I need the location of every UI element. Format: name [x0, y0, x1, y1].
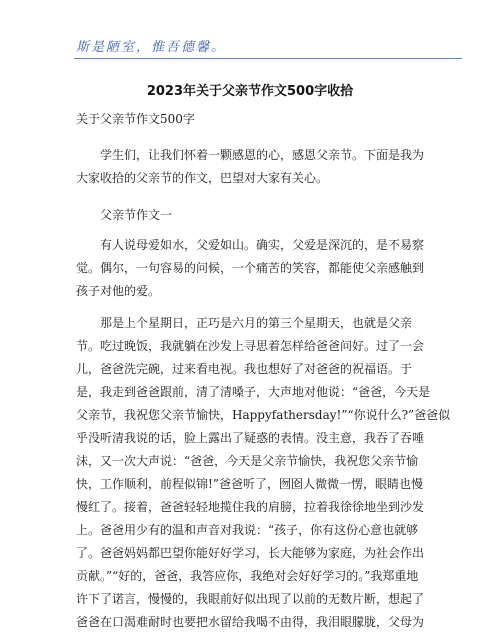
header-motto: 斯是陋室，惟吾德馨。: [76, 40, 227, 55]
paragraph-line: 爸爸在口渴难耐时也要把水留给我喝不由得，我泪眼朦胧，父母为: [76, 615, 425, 629]
paragraph-line: 节。吃过晚饭，我就躺在沙发上寻思着怎样给爸爸问好。过了一会: [76, 339, 425, 353]
paragraph-line: 那是上个星期日，正巧是六月的第三个星期天，也就是父亲: [100, 316, 413, 330]
paragraph-line: 有人说母爱如水，父爱如山。确实，父爱是深沉的，是不易察: [100, 238, 425, 252]
intro-line: 学生们，让我们怀着一颗感恩的心，感恩父亲节。下面是我为: [100, 148, 425, 162]
paragraph-line: 沫，又一次大声说：“爸爸，今天是父亲节愉快，我祝您父亲节愉: [76, 454, 419, 468]
paragraph-line: 快，工作顺利，前程似锦!”爸爸听了，囫囵人微微一愣，眼睛也慢: [76, 477, 423, 491]
paragraph-2: [76, 312, 451, 634]
paragraph-line: 慢红了。接着，爸爸轻轻地揽住我的肩膀，拉着我徐徐地坐到沙发: [76, 500, 425, 514]
header-divider: [74, 58, 462, 59]
paragraph-line: 贡献。”“好的，爸爸，我答应你，我绝对会好好学习的。”我郑重地: [76, 569, 419, 583]
section-heading: 父亲节作文一: [100, 208, 173, 222]
intro-paragraph: [76, 144, 428, 190]
paragraph-line: 儿，爸爸洗完碗，过来看电视。我也想好了对爸爸的祝福语。于: [76, 362, 413, 376]
paragraph-1: [76, 234, 428, 303]
paragraph-line: 孩子对他的爱。: [76, 284, 161, 298]
paragraph-line: 觉。偶尔，一句容易的问候，一个痛苦的笑容，都能使父亲感触到: [76, 261, 425, 275]
paragraph-line: 了。爸爸妈妈都巴望你能好好学习，长大能够为家庭，为社会作出: [76, 546, 425, 560]
document-title: 2023年关于父亲节作文500字收拾: [146, 84, 354, 99]
paragraph-line: 乎没听清我说的话，脸上露出了疑惑的表情。没主意，我吞了吞唾: [76, 431, 425, 445]
paragraph-line: 上。爸爸用少有的温和声音对我说：“孩子，你有这份心意也就够: [76, 523, 419, 537]
paragraph-line: 是，我走到爸爸跟前，清了清嗓子，大声地对他说：“爸爸，今天是: [76, 385, 431, 399]
paragraph-line: 许下了诺言，慢慢的，我眼前好似出现了以前的无数片断，想起了: [76, 592, 425, 606]
intro-line: 大家收拾的父亲节的作文，巴望对大家有关心。: [76, 171, 329, 185]
paragraph-line: 父亲节，我祝您父亲节愉快，Happyfathersday!”“你说什么?”爸爸似: [76, 408, 451, 422]
document-subtitle: 关于父亲节作文500字: [76, 112, 195, 126]
